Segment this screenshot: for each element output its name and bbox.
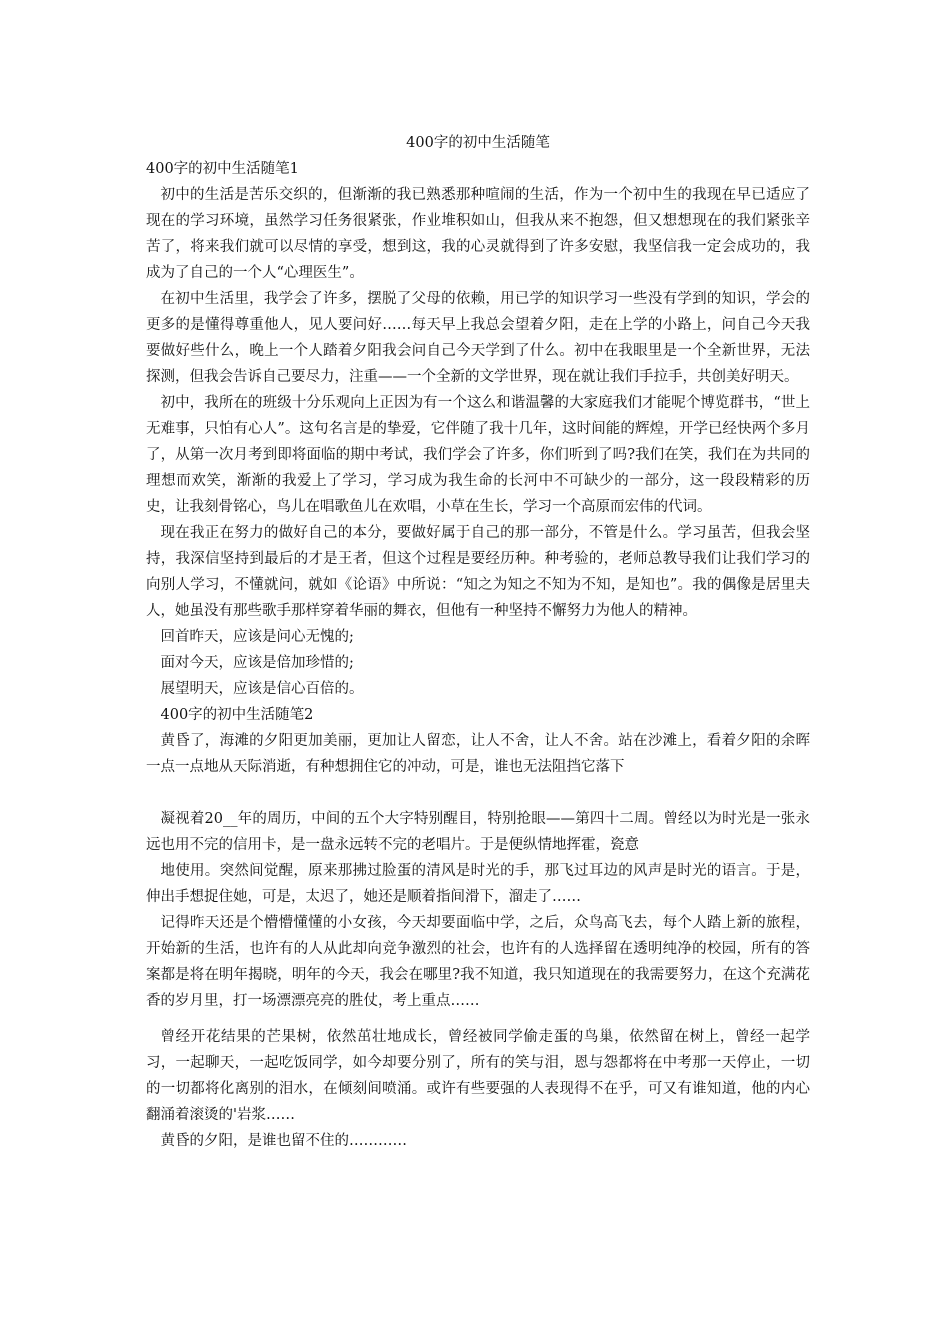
paragraph: 展望明天，应该是信心百倍的。: [160, 681, 364, 697]
paragraph: 初中的生活是苦乐交织的，但渐渐的我已熟悉那种喧闹的生活，作为一个初中生的我现在早已适应了现在的学习环境，虽然学习任务很紧张，作业堆积如山，但我从来不抱怨，但又想想现在的我们紧张辛苦了，将来我们就可以尽情的享受，想到这，我的心灵就得到了许多安慰，我坚信我一定会成功的，我成为了自己的一个人“心理医生”。: [146, 187, 810, 281]
paragraph: 曾经开花结果的芒果树，依然茁壮地成长，曾经被同学偷走蛋的鸟巢，依然留在树上，曾经一起学习，一起聊天，一起吃饭同学，如今却要分别了，所有的笑与泪，恩与怨都将在中考那一天停止，一切的一切都将化离别的泪水，在倾刻间喷涌。或许有些要强的人表现得不在乎，可又有谁知道，他的内心翻涌着滚烫的'岩浆……: [146, 1029, 810, 1123]
document-title: 400字的初中生活随笔: [406, 135, 550, 151]
paragraph: 初中，我所在的班级十分乐观向上正因为有一个这么和谐温馨的大家庭我们才能呢个博览群书，“世上无难事，只怕有心人”。这句名言是的挚爱，它伴随了我十几年，这时间能的辉煌，开学已经快两个多月了，从第一次月考到即将面临的期中考试，我们学会了许多，你们听到了吗?我们在笑，我们在为共同的理想而欢笑，渐渐的我爱上了学习，学习成为我生命的长河中不可缺少的一部分，这一段段精彩的历史，让我刻骨铭心，鸟儿在唱歌鱼儿在欢唱，小草在生长，学习一个高原而宏伟的代词。: [146, 395, 810, 515]
paragraph: 在初中生活里，我学会了许多，摆脱了父母的依赖，用已学的知识学习一些没有学到的知识，学会的更多的是懂得尊重他人，见人要问好……每天早上我总会望着夕阳，走在上学的小路上，问自己今天我要做好些什么，晚上一个人踏着夕阳我会问自己今天学到了什么。初中在我眼里是一个全新世界，无法探测，但我会告诉自己要尽力，注重——一个全新的文学世界，现在就让我们手拉手，共创美好明天。: [146, 291, 810, 385]
paragraph: 黄昏的夕阳，是谁也留不住的…………: [160, 1133, 407, 1149]
paragraph: 记得昨天还是个懵懵懂懂的小女孩，今天却要面临中学，之后，众鸟高飞去，每个人踏上新的旅程，开始新的生活，也许有的人从此却向竞争激烈的社会，也许有的人选择留在透明纯净的校园，所有的答案都是将在明年揭晓，明年的今天，我会在哪里?我不知道，我只知道现在的我需要努力，在这个充满花香的岁月里，打一场漂漂亮亮的胜仗，考上重点……: [146, 915, 810, 1009]
paragraph: 地使用。突然间觉醒，原来那拂过脸蛋的清风是时光的手，那飞过耳边的风声是时光的语言。于是，伸出手想捉住她，可是，太迟了，她还是顺着指间滑下，溜走了……: [146, 863, 810, 905]
blank-gap: [146, 780, 810, 806]
paragraph: 现在我正在努力的做好自己的本分，要做好属于自己的那一部分，不管是什么。学习虽苦，但我会坚持，我深信坚持到最后的才是王者，但这个过程是要经历种。种考验的，老师总教导我们让我们学习的向别人学习，不懂就问，就如《论语》中所说：“知之为知之不知为不知，是知也”。我的偶像是居里夫人，她虽没有那些歌手那样穿着华丽的舞衣，但他有一种坚持不懈努力为他人的精神。: [146, 525, 810, 619]
paragraph: 面对今天，应该是倍加珍惜的;: [160, 655, 354, 671]
paragraph: 回首昨天，应该是问心无愧的;: [160, 629, 354, 645]
blank-gap: [146, 1014, 810, 1024]
document-page: [146, 130, 810, 1154]
section-heading-2: 400字的初中生活随笔2: [160, 707, 314, 723]
section-heading-1: 400字的初中生活随笔1: [146, 161, 299, 177]
paragraph: 黄昏了，海滩的夕阳更加美丽，更加让人留恋，让人不舍，让人不舍。站在沙滩上，看着夕阳的余晖一点一点地从天际消逝，有种想拥住它的冲动，可是，谁也无法阻挡它落下: [146, 733, 810, 775]
paragraph: 凝视着20__年的周历，中间的五个大字特别醒目，特别抢眼——第四十二周。曾经以为时光是一张永远也用不完的信用卡，是一盘永远转不完的老唱片。于是便纵情地挥霍，瓷意: [146, 811, 810, 853]
